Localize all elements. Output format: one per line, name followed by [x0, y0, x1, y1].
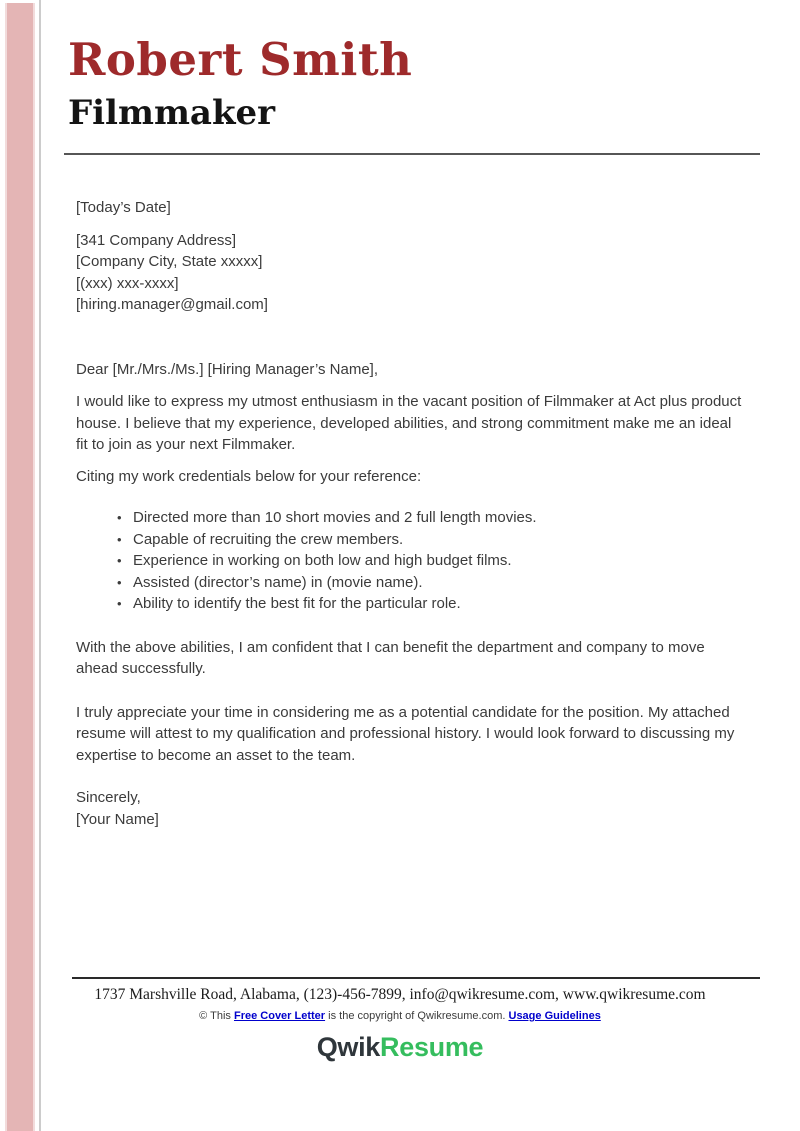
- address-line: [341 Company Address]: [76, 231, 237, 249]
- address-line: [hiring.manager@gmail.com]: [76, 296, 268, 313]
- left-divider-line: [39, 0, 41, 1131]
- credentials-lead: Citing my work credentials below for your reference:: [76, 467, 422, 485]
- copyright-icon: ©: [199, 1010, 208, 1022]
- footer-divider: [72, 977, 760, 979]
- bullet-icon: •: [117, 553, 122, 568]
- list-item-text: Capable of recruiting the crew members.: [133, 530, 404, 548]
- job-title: Filmmaker: [68, 93, 276, 133]
- signature-placeholder: [Your Name]: [76, 810, 159, 828]
- copyright-line: [0, 1010, 800, 1022]
- logo-text-qwik: Qwik: [316, 1032, 381, 1062]
- bullet-icon: •: [117, 510, 122, 525]
- left-accent-stripe: [5, 3, 35, 1131]
- list-item-text: Assisted (director’s name) in (movie name).: [133, 573, 423, 591]
- page-footer: [0, 977, 800, 1063]
- letter-header: [68, 33, 744, 155]
- salutation: Dear [Mr./Mrs./Ms.] [Hiring Manager’s Name],: [76, 360, 379, 378]
- list-item-text: Directed more than 10 short movies and 2 full length movies.: [133, 509, 537, 526]
- bullet-icon: •: [117, 531, 122, 547]
- confidence-paragraph: With the above abilities, I am confident that I can benefit the department and company to move ahead successfully.: [76, 638, 705, 677]
- qwikresume-logo: [0, 1032, 800, 1063]
- letter-body: [76, 197, 744, 830]
- letter-content: [68, 0, 744, 830]
- list-item-text: Ability to identify the best fit for the particular role.: [133, 595, 461, 612]
- bullet-icon: •: [117, 596, 122, 611]
- logo-text-resume: Resume: [380, 1032, 484, 1062]
- bullet-icon: •: [117, 574, 122, 590]
- address-line: [Company City, State xxxxx]: [76, 253, 263, 270]
- credentials-list: [76, 507, 744, 615]
- signoff: Sincerely,: [76, 789, 141, 806]
- list-item: [117, 593, 744, 615]
- date-placeholder: [Today’s Date]: [76, 199, 171, 216]
- list-item: [117, 529, 744, 551]
- usage-guidelines-link[interactable]: Usage Guidelines: [508, 1010, 601, 1022]
- list-item: [117, 572, 744, 594]
- address-line: [(xxx) xxx-xxxx]: [76, 274, 179, 292]
- recipient-address-block: [76, 230, 744, 316]
- copyright-text: is the copyright of Qwikresume.com.: [328, 1010, 506, 1022]
- intro-paragraph: I would like to express my utmost enthusiasm in the vacant position of Filmmaker at Act plus product house. I believe that my experience, developed abilities, and strong commitment make me an ideal fit to join as your next Filmmaker.: [76, 393, 742, 453]
- footer-contact-line: 1737 Marshville Road, Alabama, (123)-456-7899, info@qwikresume.com, www.qwikresume.com: [94, 986, 706, 1003]
- list-item: [117, 507, 744, 529]
- closing-paragraph: I truly appreciate your time in considering me as a potential candidate for the position. My attached resume will attest to my qualification and professional history. I would look forward to discussing my expertise to become an asset to the team.: [76, 703, 735, 764]
- list-item: [117, 550, 744, 572]
- list-item-text: Experience in working on both low and high budget films.: [133, 552, 512, 569]
- copyright-text: This: [210, 1010, 231, 1022]
- page-title: Robert Smith: [68, 33, 413, 86]
- free-cover-letter-link[interactable]: Free Cover Letter: [233, 1010, 326, 1022]
- header-divider: [64, 153, 760, 155]
